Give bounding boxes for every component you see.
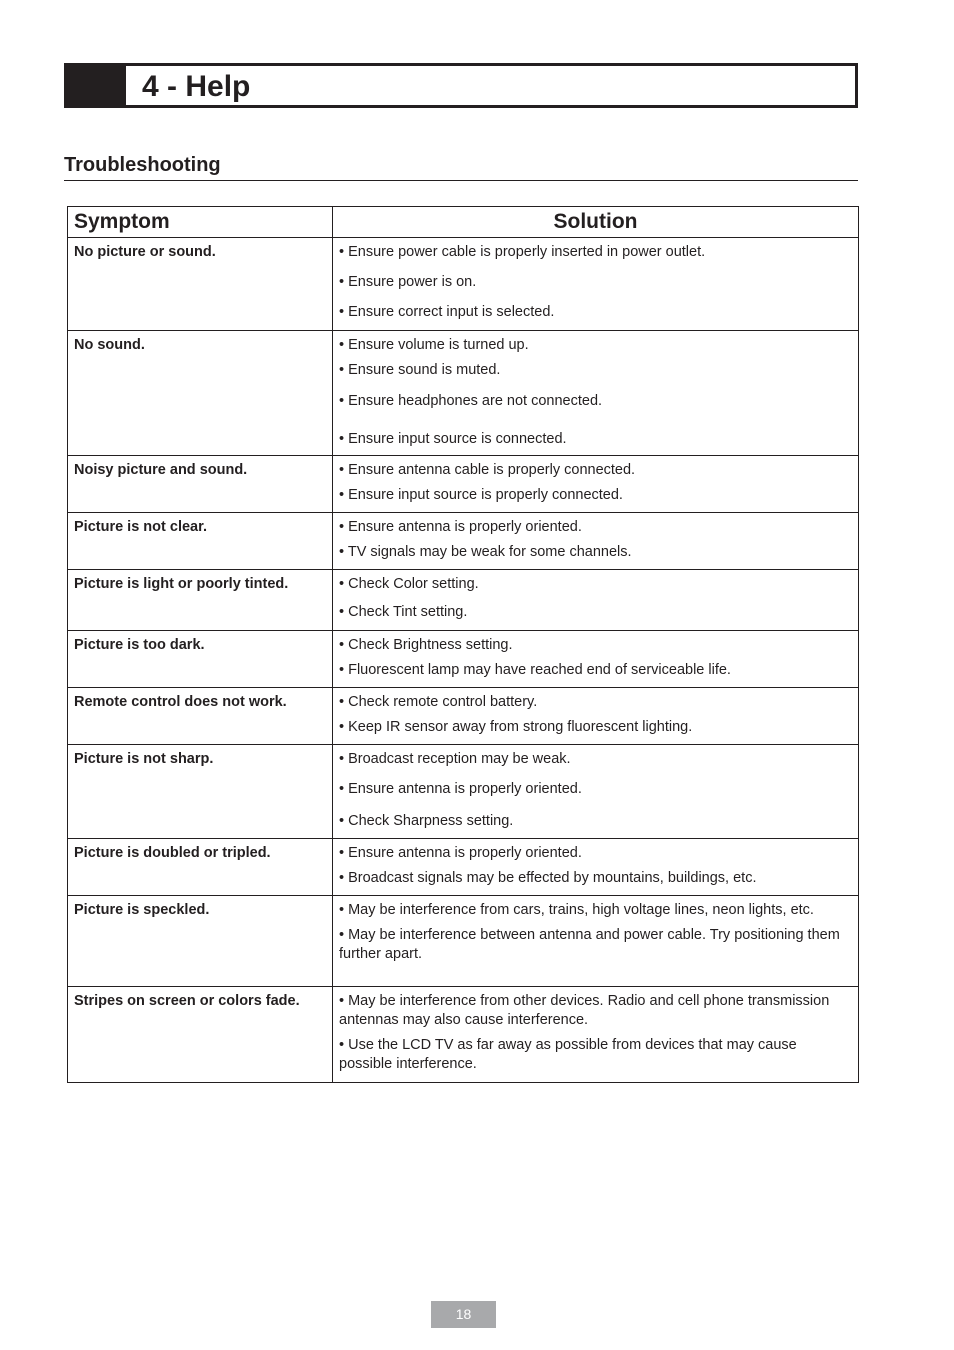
solution-cell	[333, 688, 859, 745]
symptom-cell: Stripes on screen or colors fade.	[68, 987, 333, 1083]
solution-item: • May be interference from cars, trains, high voltage lines, neon lights, etc.	[339, 902, 814, 918]
solution-item: • Check Color setting.	[339, 576, 479, 592]
symptom-cell: No sound.	[68, 331, 333, 456]
table-row	[68, 631, 859, 688]
symptom-cell: Picture is light or poorly tinted.	[68, 570, 333, 631]
solution-cell	[333, 570, 859, 631]
page-number: 18	[431, 1301, 496, 1328]
solution-item: • Use the LCD TV as far away as possible from devices that may cause possible interference.	[339, 1037, 797, 1072]
solution-cell	[333, 839, 859, 896]
table-header-row	[68, 207, 859, 238]
solution-item: • Ensure sound is muted.	[339, 362, 501, 378]
symptom-cell: Remote control does not work.	[68, 688, 333, 745]
solution-cell	[333, 745, 859, 839]
solution-item: • Check Sharpness setting.	[339, 813, 514, 829]
table-row	[68, 570, 859, 631]
section-title: Troubleshooting	[64, 154, 221, 176]
table-row	[68, 238, 859, 331]
symptom-cell: Picture is too dark.	[68, 631, 333, 688]
solution-item: • Check Brightness setting.	[339, 637, 513, 653]
chapter-title: 4 - Help	[142, 70, 251, 103]
solution-item: • Ensure correct input is selected.	[339, 304, 555, 320]
solution-item: • Ensure antenna is properly oriented.	[339, 781, 582, 797]
solution-item: • Check Tint setting.	[339, 604, 468, 620]
solution-column-header: Solution	[333, 207, 859, 238]
symptom-cell: Noisy picture and sound.	[68, 456, 333, 513]
solution-item: • Ensure volume is turned up.	[339, 337, 529, 353]
solution-item: • Keep IR sensor away from strong fluorescent lighting.	[339, 719, 693, 735]
symptom-cell: Picture is not sharp.	[68, 745, 333, 839]
solution-item: • Ensure power cable is properly inserted in power outlet.	[339, 244, 706, 260]
solution-item: • Broadcast reception may be weak.	[339, 751, 571, 767]
table-row	[68, 688, 859, 745]
solution-item: • Ensure antenna is properly oriented.	[339, 845, 582, 861]
solution-cell	[333, 987, 859, 1083]
solution-cell	[333, 631, 859, 688]
table-row	[68, 896, 859, 987]
chapter-marker-block	[67, 66, 126, 105]
troubleshooting-table	[67, 206, 859, 1083]
symptom-cell: Picture is not clear.	[68, 513, 333, 570]
solution-item: • May be interference between antenna and power cable. Try positioning them further apart.	[339, 927, 840, 962]
table-row	[68, 513, 859, 570]
table-row	[68, 987, 859, 1083]
solution-item: • Broadcast signals may be effected by mountains, buildings, etc.	[339, 870, 757, 886]
solution-cell	[333, 456, 859, 513]
table-row	[68, 456, 859, 513]
symptom-cell: No picture or sound.	[68, 238, 333, 331]
solution-cell	[333, 238, 859, 331]
chapter-header-bar	[64, 63, 858, 108]
symptom-column-header: Symptom	[68, 207, 333, 238]
solution-item: • May be interference from other devices. Radio and cell phone transmission antennas may also cause interference.	[339, 993, 830, 1028]
solution-cell	[333, 896, 859, 987]
solution-item: • Ensure power is on.	[339, 274, 477, 290]
solution-item: • Ensure antenna cable is properly connected.	[339, 462, 636, 478]
symptom-cell: Picture is speckled.	[68, 896, 333, 987]
solution-item: • TV signals may be weak for some channels.	[339, 544, 632, 560]
solution-item: • Ensure antenna is properly oriented.	[339, 519, 582, 535]
solution-item: • Ensure input source is connected.	[339, 431, 567, 447]
solution-item: • Fluorescent lamp may have reached end of serviceable life.	[339, 662, 731, 678]
table-row	[68, 839, 859, 896]
solution-cell	[333, 331, 859, 456]
section-divider	[64, 180, 858, 181]
table-row	[68, 745, 859, 839]
solution-cell	[333, 513, 859, 570]
symptom-cell: Picture is doubled or tripled.	[68, 839, 333, 896]
solution-item: • Ensure headphones are not connected.	[339, 393, 603, 409]
solution-item: • Check remote control battery.	[339, 694, 538, 710]
table-row	[68, 331, 859, 456]
solution-item: • Ensure input source is properly connected.	[339, 487, 623, 503]
